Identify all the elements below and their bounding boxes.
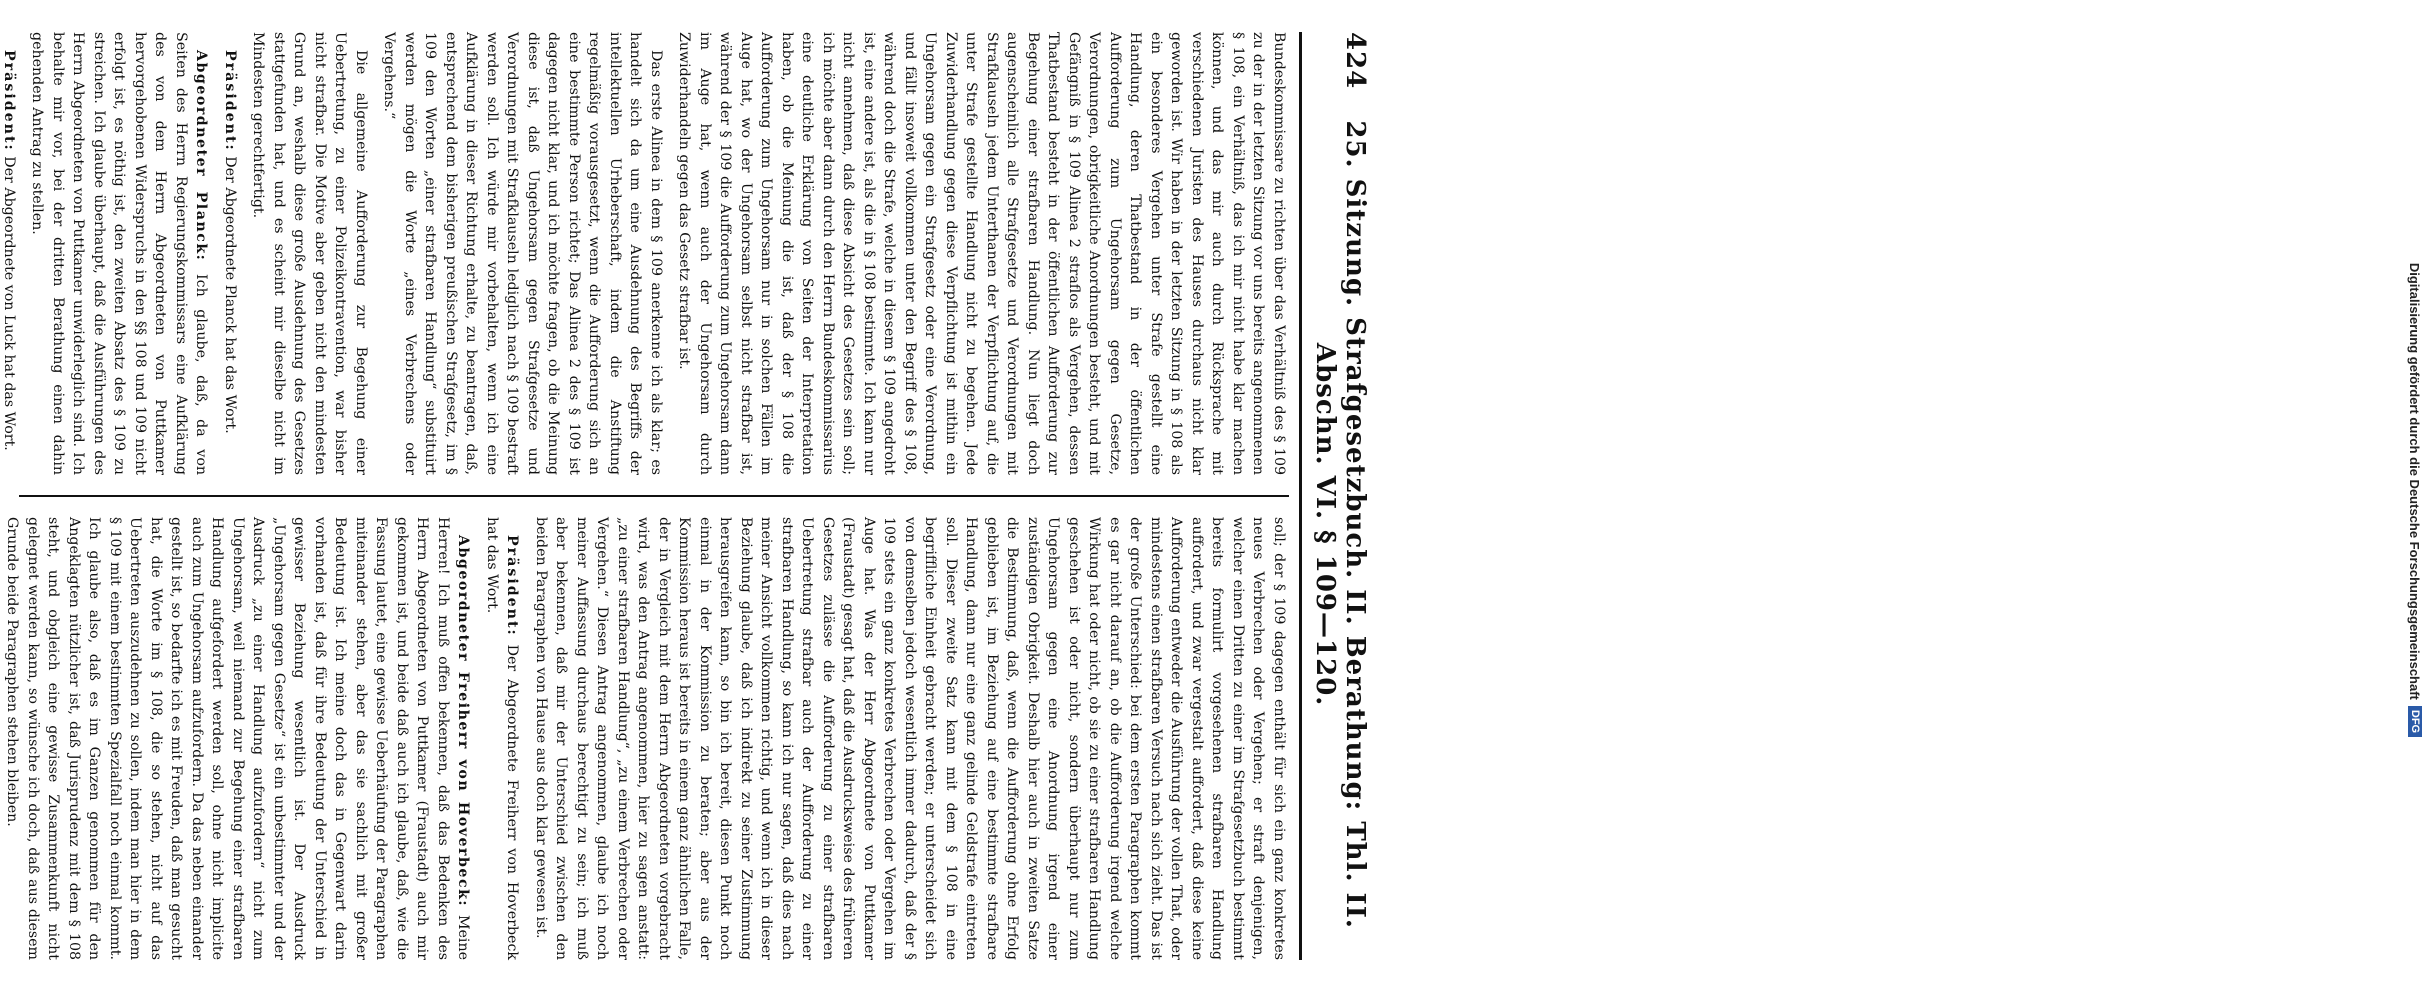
- digitization-credit: [2400, 0, 2430, 1000]
- speaker-text: Der Abgeordnete Planck hat das Wort.: [222, 156, 238, 434]
- paragraph: Das erste Alinea in dem § 109 anerkenne ich als klar; es handelt sich da um eine Ausdehnung des Begriffs der intellektuellen Urheberschaft, indem die Anstiftung regelmäßig vorausgesetzt, wenn die Aufforderung sich an eine bestimmte Person richtet; Das Alinea 2 des § 109 ist dagegen nicht klar, und ich möchte fragen, ob die Meinung diese ist, daß Ungehorsam gegen Strafgesetze und Verordnungen mit Strafklauseln lediglich nach § 109 bestraft werden soll. Ich würde mir vorbehalten, wenn ich eine Aufklärung in dieser Richtung erhalte, zu beantragen, daß, entsprechend dem bisherigen preußischen Strafgesetz, im § 109 den Worten „einer strafbaren Handlung“ substituirt werden mögen die Worte „eines Verbrechens oder Vergehens.“: [381, 32, 664, 475]
- speaker-text: Der Abgeordnete Freiherr von Hoverbeck hat das Wort.: [484, 517, 521, 960]
- left-column: [1, 32, 1289, 475]
- page-header: [1299, 32, 1376, 960]
- speaker-text: Der Abgeordnete von Luck hat das Wort.: [1, 156, 17, 451]
- paragraph: Die allgemeine Aufforderung zur Begehung einer Uebertretung, zu einer Polizeikontravention, war bisher nicht strafbar. Die Motive aber geben nicht den mindesten Grund an, weshalb diese große Ausdehnung des Gesetzes stattgefunden hat, und es scheint mir dieselbe nicht im Mindesten gerechtfertigt.: [250, 32, 369, 475]
- right-column: [4, 517, 1289, 960]
- dfg-logo: DFG: [2408, 706, 2422, 737]
- speaker-line: [220, 32, 241, 475]
- running-title: 25. Sitzung. Strafgesetzbuch. II. Berathung: Thl. II. Abschn. VI. § 109—120.: [1310, 120, 1370, 929]
- text-columns: [1, 32, 1289, 960]
- column-divider: [19, 495, 1289, 497]
- speaker-label: Präsident:: [504, 535, 521, 637]
- page-number: 424: [1340, 32, 1370, 90]
- speaker-label: Präsident:: [222, 50, 238, 152]
- speech-text: Ich glaube, daß, da von Seiten des Herrn Regierungskommissars eine Aufklärung des von dem Herrn Abgeordneten von Puttkamer hervorgehobenen Widerspruchs in den §§ 108 und 109 nicht erfolgt ist, es nöthig ist, den zweiten Absatz des § 109 zu streichen. Ich glaube überhaupt, daß die Ausführungen des Herrn Abgeordneten von Puttkamer unwiderleglich sind. Ich behalte mir vor, bei der dritten Berathung einen dahin gehenden Antrag zu stellen.: [29, 32, 210, 475]
- paragraph: soll; der § 109 dagegen enthält für sich ein ganz konkretes neues Verbrechen oder Vergehen; er straft denjenigen, welcher einen Dritten zu einer im Strafgesetzbuch bestimmt bereits formulirt vorgesehenen strafbaren Handlung auffordert, und zwar vergestalt auffordert, daß diese keine Aufforderung entweder die Ausführung der vollen That, oder mindestens einen strafbaren Versuch nach sich zieht. Das ist der große Unterschied: bei dem ersten Paragraphen kommt es gar nicht darauf an, ob die Aufforderung irgend welche Wirkung hat oder nicht, ob sie zu einer strafbaren Handlung geschehen ist oder nicht, sondern überhaupt nur zum Ungehorsam gegen eine Anordnung irgend einer zuständigen Obrigkeit. Deshalb hier auch in zweiten Satze die Bestimmung, daß, wenn die Aufforderung ohne Erfolg geblieben ist, im Beziehung auf eine bestimmte strafbare Handlung, dann nur eine ganz gelinde Geldstrafe eintreten soll. Dieser zweite Satz kann mit dem § 108 in eine begriffliche Einheit gebracht werden; er unterscheidet sich von demselben jedoch wesentlich immer dadurch, daß der § 109 stets ein ganz konkretes Verbrechen oder Vergehen im Auge hat. Was der Herr Abgeordnete von Puttkamer (Fraustadt) gesagt hat, daß die Ausdrucksweise des früheren Gesetzes zulässe die Aufforderung zu einer strafbaren Uebertretung strafbar auch der Aufforderung zu einer strafbaren Handlung, so kann ich nur sagen, daß dies nach meiner Ansicht vollkommen richtig, und wenn ich in dieser Beziehung glaube, daß ich indirekt zu seiner Zustimmung herausgreifen kann, so bin ich bereit, diesen Punkt noch einmal in der Kommission zu beraten; aber aus der Kommission heraus ist bereits in einem ganz ähnlichen Falle, der in Vergleich mit dem Herrn Abgeordneten vorgebracht wird, was den Antrag angenommen, hier zu sagen anstatt: „zu einer strafbaren Handlung“, „zu einem Verbrechen oder Vergehen.“ Diesen Antrag angenommen, glaube ich noch meiner Auffassung durchaus berechtigt zu sein; ich muß aber bekennen, daß mir der Unterschied zwischen den beiden Paragraphen von Hause aus doch klar gewesen ist.: [533, 517, 1287, 960]
- credit-text: Digitalisierung gefördert durch die Deutsche Forschungsgemeinschaft: [2407, 262, 2423, 700]
- speaker-name: Abgeordneter Planck:: [193, 50, 210, 262]
- paragraph: Bundeskommissare zu richten über das Verhältniß des § 109 zu der in der letzten Sitzung vor uns bereits angenommenen § 108, ein Verhältniß, das ich mir nicht habe klar machen können, und das mir auch durch Rücksprache mit verschiedenen Juristen des Hauses durchaus nicht klar geworden ist. Wir haben in der letzten Sitzung in § 108 als ein besonderes Vergehen unter Strafe gestellt eine Handlung, deren Thatbestand in der öffentlichen Aufforderung zum Ungehorsam gegen Gesetze, Verordnungen, obrigkeitliche Anordnungen besteht, und mit Gefängniß in § 109 Alinea 2 straflos als Vergehen, dessen Thatbestand besteht in der öffentlichen Aufforderung zur Begehung einer strafbaren Handlung. Nun liegt doch augenscheinlich alle Strafgesetze und Verordnungen mit Strafklauseln jedem Unterthanen der Verpflichtung auf, die unter Strafe gestellte Handlung nicht zu begehen. Jede Zuwiderhandlung gegen diese Verpflichtung ist mithin ein Ungehorsam gegen ein Strafgesetz oder eine Verordnung, und fällt insoweit vollkommen unter den Begriff des § 108, während doch die Strafe, welche in diesem § 109 angedroht ist, eine andere ist, als die in § 108 bestimmte. Ich kann nur nicht annehmen, daß diese Absicht des Gesetzes sein soll; ich möchte aber dann durch den Herrn Bundeskommissarius eine deutliche Erklärung von Seiten der Interpretation haben, ob die Meinung die ist, daß der § 108 die Aufforderung zum Ungehorsam nur in solchen Fällen im Auge hat, wo der Ungehorsam selbst nicht strafbar ist, während der § 109 die Aufforderung zum Ungehorsam dann im Auge hat, wenn auch der Ungehorsam durch Zuwiderhandeln gegen das Gesetz strafbar ist.: [676, 32, 1287, 475]
- speaker-line: [0, 32, 19, 475]
- speaker-line: [482, 517, 523, 960]
- digitization-credit-bar: [1392, 0, 2423, 1000]
- speaker-name: Abgeordneter Freiherr von Hoverbeck:: [455, 535, 472, 908]
- speech-text: Meine Herren! Ich muß offen bekennen, daß das Bedenken des Herrn Abgeordneten von Puttkamer (Fraustadt) auch mir gekommen ist, und beide daß auch ich glaube, daß, wie die Fassung lautet, eine gewisse Ueberhäufung der Paragraphen miteinander stehen, aber das sie sachlich mit großer Bedeutung ist. Ich meine doch das in Gegenwart darin vorhanden ist, daß für ihre Bedeutung der Unterschied in gewisser Beziehung wesentlich ist. Der Ausdruck „Ungehorsam gegen Gesetze“ ist ein unbestimmter und der Ausdruck „zu einer Handlung aufzufordern“ nicht zum Ungehorsam, weil niemand zur Begehung einer strafbaren Handlung aufgefordert werden soll, ohne nicht implicite auch zum Ungehorsam aufzufordern. Da das neben einander gestellt ist, so bedarfte ich es mit Freuden, daß man gesucht hat, die Worte im § 108, die so stehen, nicht auf das Uebertreten auszudehnen zu sollen, indem man hier in dem § 109 mit einem bestimmten Spezialfall noch einmal kommt. Ich glaube also, daß es im Ganzen genommen für den Angeklagten nützlicher ist, daß Jurisprudenz mit dem § 108 steht, und obgleich eine gewisse Zusammenkunft nicht gelegnet werden kann, so wünsche ich doch, daß aus diesem Grunde beide Paragraphen stehen bleiben.: [4, 517, 472, 960]
- speech: [27, 32, 212, 475]
- speech: [2, 517, 474, 960]
- speaker-label: Präsident:: [1, 50, 17, 152]
